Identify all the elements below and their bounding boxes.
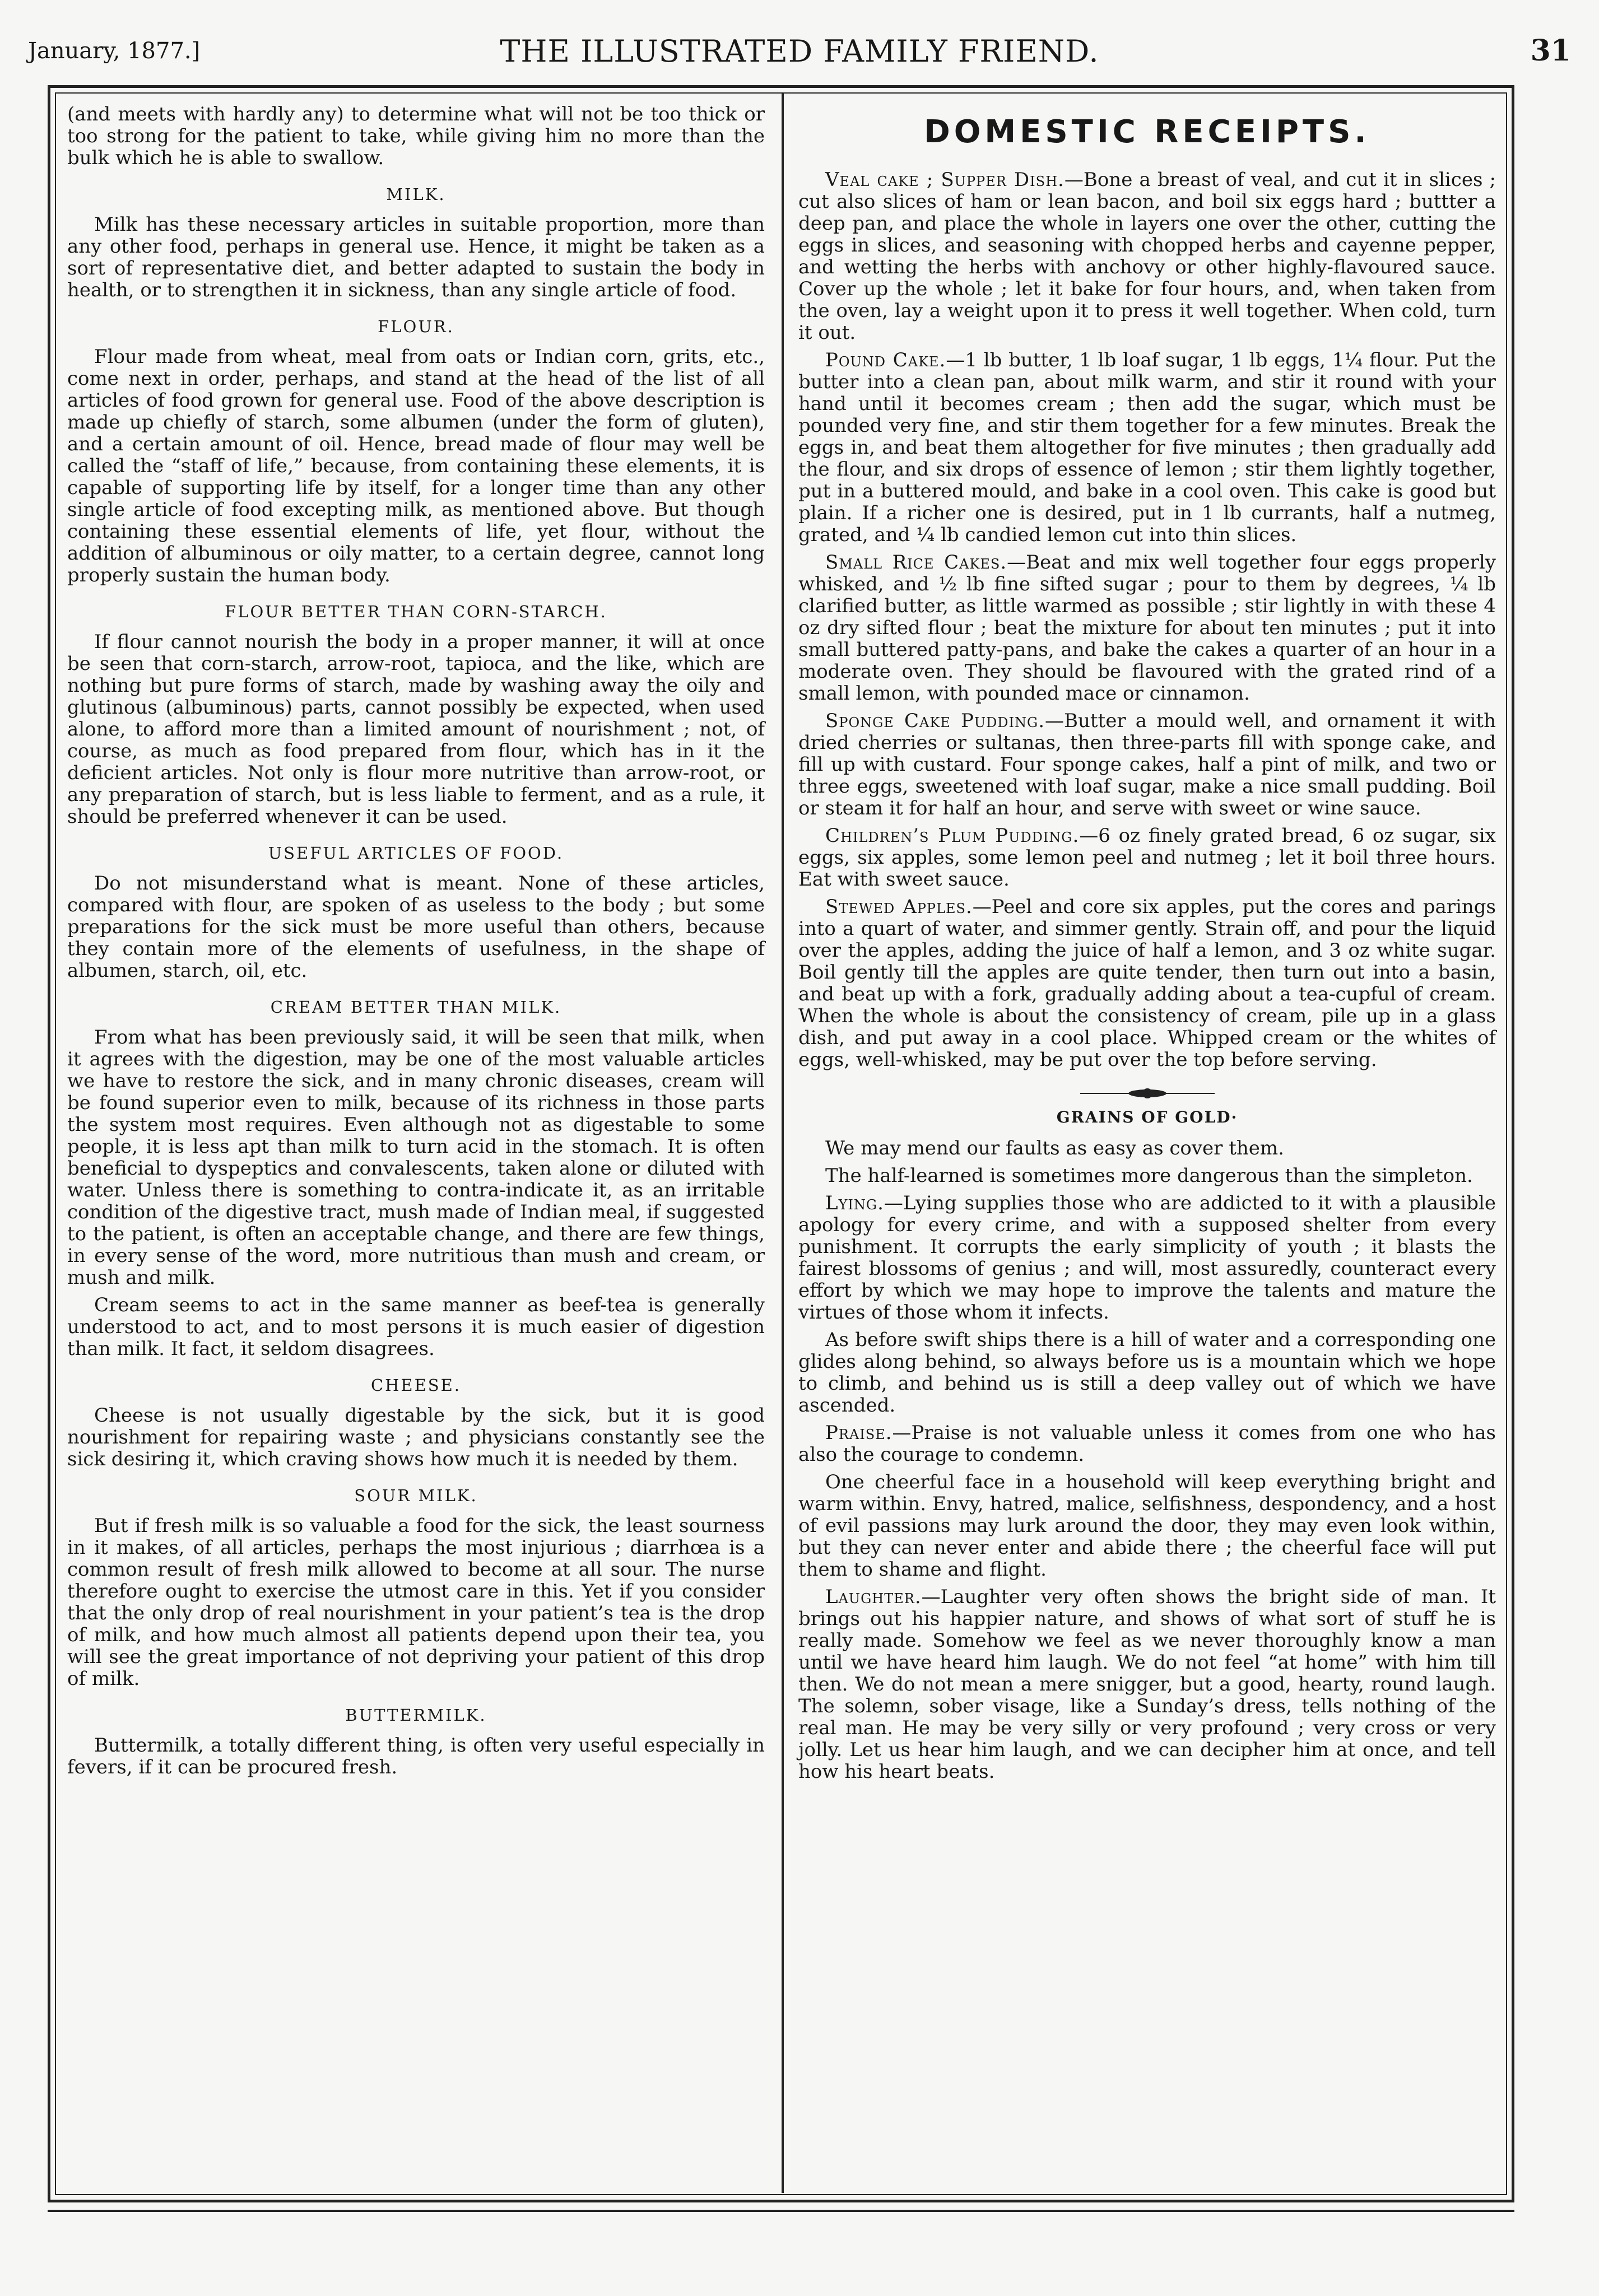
saying-praise <box>798 1422 1496 1466</box>
column-divider <box>782 92 784 2193</box>
paragraph-flour-better: If flour cannot nourish the body in a proper manner, it will at once be seen that corn-starch, arrow-root, tapioca, and the like, which are nothing but pure forms of starch, made by washing away the oily and glutinous (albuminous) parts, cannot possibly be expected, when used alone, to afford more than a limited amount of nourishment ; not, of course, as much as food prepared from flour, which has in it the deficient articles. Not only is flour more nutritive than arrow-root, or any preparation of starch, but is less liable to ferment, and as a rule, it should be preferred whenever it can be used. <box>67 631 765 828</box>
paragraph-flour: Flour made from wheat, meal from oats or Indian corn, grits, etc., come next in order, perhaps, and stand at the head of the list of all articles of food grown for general use. Food of the above description is made up chiefly of starch, some albumen (under the form of gluten), and a certain amount of oil. Hence, bread made of flour may well be called the “staff of life,” because, from containing these elements, it is capable of supporting life by itself, for a longer time than any other single article of food excepting milk, as mentioned above. But though containing these essential elements of life, yet flour, without the addition of albuminous or oily matter, to a certain degree, cannot long properly sustain the human body. <box>67 346 765 586</box>
recipe-small-rice-cakes-title: Small Rice Cakes. <box>825 551 1007 574</box>
saying-laughter-title: Laughter. <box>825 1586 922 1608</box>
saying-lying-title: Lying. <box>825 1192 884 1214</box>
section-heading-buttermilk: BUTTERMILK. <box>345 1706 487 1725</box>
recipe-sponge-cake-pudding <box>798 710 1496 819</box>
recipe-pound-cake-text: —1 lb butter, 1 lb loaf sugar, 1 lb eggs, 1¼ flour. Put the butter into a clean pan, about milk warm, and stir it round with your hand until it becomes cream ; then add the sugar, which must be pounded very fine, and stir them together for a few minutes. Break the eggs in, and beat them altogether for five minutes ; then gradually add the flour, and six drops of essence of lemon ; stir them lightly together, put in a buttered mould, and bake in a cool oven. This cake is good but plain. If a richer one is desired, put in 1 lb currants, half a nutmeg, grated, and ¼ lb candied lemon cut into thin slices. <box>798 349 1496 546</box>
paragraph-sour-milk: But if fresh milk is so valuable a food for the sick, the least sourness in it makes, of all articles, perhaps the most injurious ; diarrhœa is a common result of fresh milk allowed to become at all sour. The nurse therefore ought to exercise the utmost care in this. Yet if you consider that the only drop of real nourishment in your patient’s tea is the drop of milk, and how much almost all patients depend upon their tea, you will see the great importance of not depriving your patient of this drop of milk. <box>67 1515 765 1690</box>
section-heading-useful-articles: USEFUL ARTICLES OF FOOD. <box>268 844 564 863</box>
paragraph-useful-articles: Do not misunderstand what is meant. None of these articles, compared with flour, are spoken of as useless to the body ; but some preparations for the sick must be more useful than others, because they contain more of the elements of usefulness, in the shape of albumen, starch, oil, etc. <box>67 872 765 982</box>
saying-lying-text: —Lying supplies those who are addicted to it with a plausible apology for every crime, and with a supposed shelter from every punishment. It corrupts the early simplicity of youth ; it blasts the fairest blossoms of genius ; and will, most assuredly, counteract every effort by which we may hope to improve the talents and mature the virtues of those whom it infects. <box>798 1192 1496 1324</box>
domestic-receipts-title: DOMESTIC RECEIPTS. <box>924 114 1370 150</box>
ornament-divider-icon <box>798 1088 1496 1099</box>
section-heading-cream: CREAM BETTER THAN MILK. <box>270 998 562 1017</box>
saying-praise-title: Praise. <box>825 1422 893 1444</box>
page-header <box>22 17 1577 78</box>
paragraph-cheese: Cheese is not usually digestable by the sick, but it is good nourishment for repairing waste ; and physicians constantly see the sick desiring it, which craving shows how much it is needed by them. <box>67 1404 765 1470</box>
saying-laughter <box>798 1586 1496 1783</box>
recipe-plum-pudding <box>798 825 1496 891</box>
intro-paragraph: (and meets with hardly any) to determine what will not be too thick or too strong for the patient to take, while giving him no more than the bulk which he is able to swallow. <box>67 103 765 169</box>
recipe-plum-pudding-title: Children’s Plum Pudding. <box>825 825 1080 847</box>
section-heading-cheese: CHEESE. <box>370 1376 462 1395</box>
saying-laughter-text: —Laughter very often shows the bright side of man. It brings out his happier nature, and shows of what sort of stuff he is really made. Somehow we feel as we never thoroughly know a man until we have heard him laugh. We do not feel “at home” with him till then. We do not mean a mere snigger, but a good, hearty, round laugh. The solemn, sober visage, like a Sunday’s dress, tells nothing of the real man. He may be very silly or very profound ; very cross or very jolly. Let us hear him laugh, and we can decipher him at once, and tell how his heart beats. <box>798 1586 1496 1783</box>
paragraph-milk: Milk has these necessary articles in suitable proportion, more than any other food, perhaps in general use. Hence, it might be taken as a sort of representative diet, and better adapted to sustain the body in health, or to strengthen it in sickness, than any single article of food. <box>67 213 765 301</box>
recipe-small-rice-cakes <box>798 552 1496 705</box>
recipe-veal-cake-title: Veal cake ; Supper Dish. <box>825 169 1065 191</box>
bottom-rule <box>48 2210 1514 2212</box>
section-heading-flour: FLOUR. <box>378 317 454 336</box>
recipe-plum-pudding-text: —6 oz finely grated bread, 6 oz sugar, six eggs, six apples, some lemon peel and nutmeg ; let it boil three hours. Eat with sweet sauce. <box>798 825 1496 891</box>
recipe-sponge-cake-pudding-title: Sponge Cake Pudding. <box>825 710 1045 732</box>
section-heading-sour-milk: SOUR MILK. <box>354 1486 478 1505</box>
paragraph-cream-2: Cream seems to act in the same manner as beef-tea is generally understood to act, and to most persons it is much easier of digestion than milk. It fact, it seldom disagrees. <box>67 1294 765 1360</box>
saying-mend-faults: We may mend our faults as easy as cover them. <box>825 1137 1284 1159</box>
section-heading-flour-better: FLOUR BETTER THAN CORN-STARCH. <box>225 602 607 621</box>
saying-lying <box>798 1193 1496 1324</box>
paragraph-cream-1: From what has been previously said, it will be seen that milk, when it agrees with the digestion, may be one of the most valuable articles we have to restore the sick, and in many chronic diseases, cream will be found superior even to milk, because of its richness in those parts the system most requires. Even although not as digestable to some people, it is less apt than milk to turn acid in the stomach. It is often beneficial to dyspeptics and convalescents, taken alone or diluted with water. Unless there is something to contra-indicate it, as an irritable condition of the digestive tract, mush made of Indian meal, if suggested to the patient, is often an acceptable change, and there are few things, in every sense of the word, more nutritious than mush and cream, or mush and milk. <box>67 1026 765 1289</box>
saying-cheerful-face: One cheerful face in a household will keep everything bright and warm within. Envy, hatred, malice, selfishness, despondency, and a host of evil passions may lurk around the door, they may even look within, but they can never enter and abide there ; the cheerful face will put them to shame and flight. <box>798 1471 1496 1581</box>
paragraph-buttermilk: Buttermilk, a totally different thing, is often very useful especially in fevers, if it can be procured fresh. <box>67 1734 765 1778</box>
issue-date: January, 1877.] <box>28 38 201 64</box>
grains-of-gold-title: GRAINS OF GOLD· <box>1056 1108 1238 1126</box>
left-column <box>67 104 765 1784</box>
recipe-stewed-apples <box>798 896 1496 1071</box>
saying-praise-text: —Praise is not valuable unless it comes from one who has also the courage to condemn. <box>798 1422 1496 1466</box>
recipe-sponge-cake-pudding-text: —Butter a mould well, and ornament it with dried cherries or sultanas, then three-parts fill with sponge cake, and fill up with custard. Four sponge cakes, half a pint of milk, and two or three eggs, sweetened with loaf sugar, make a nice small pudding. Boil or steam it for half an hour, and serve with sweet or wine sauce. <box>798 710 1496 819</box>
saying-half-learned: The half-learned is sometimes more dangerous than the simpleton. <box>825 1165 1473 1187</box>
recipe-veal-cake-text: —Bone a breast of veal, and cut it in slices ; cut also slices of ham or lean bacon, and boil six eggs hard ; buttter a deep pan, and place the whole in layers one over the other, cutting the eggs in slices, and seasoning with chopped herbs and cayenne pepper, and wetting the herbs with anchovy or other highly-flavoured sauce. Cover up the whole ; let it bake for four hours, and, when taken from the oven, lay a weight upon it to press it well together. When cold, turn it out. <box>798 169 1496 344</box>
recipe-stewed-apples-text: —Peel and core six apples, put the cores and parings into a quart of water, and simmer gently. Strain off, and pour the liquid over the apples, adding the juice of half a lemon, and 3 oz white sugar. Boil gently till the apples are quite tender, then turn out into a basin, and beat up with a fork, gradually adding about a tea-cupful of cream. When the whole is about the consistency of cream, pile up in a glass dish, and put away in a cool place. Whipped cream or the whites of eggs, well-whisked, may be put over the top before serving. <box>798 896 1496 1071</box>
saying-swift-ships: As before swift ships there is a hill of water and a corresponding one glides along behind, so always before us is a mountain which we hope to climb, and behind us is still a deep valley out of which we have ascended. <box>798 1329 1496 1417</box>
recipe-small-rice-cakes-text: —Beat and mix well together four eggs properly whisked, and ½ lb fine sifted sugar ; pour to them by degrees, ¼ lb clarified butter, as little warmed as possible ; stir lightly in with these 4 oz dry sifted flour ; beat the mixture for about ten minutes ; put it into small buttered patty-pans, and bake the cakes a quarter of an hour in a moderate oven. They should be flavoured with the grated rind of a small lemon, with pounded mace or cinnamon. <box>798 551 1496 705</box>
recipe-veal-cake <box>798 169 1496 344</box>
right-column <box>798 104 1496 1789</box>
page-number: 31 <box>1530 34 1571 68</box>
section-heading-milk: MILK. <box>386 185 446 204</box>
recipe-stewed-apples-title: Stewed Apples. <box>825 896 973 918</box>
recipe-pound-cake <box>798 350 1496 546</box>
recipe-pound-cake-title: Pound Cake. <box>825 349 946 371</box>
publication-title: THE ILLUSTRATED FAMILY FRIEND. <box>500 34 1099 69</box>
